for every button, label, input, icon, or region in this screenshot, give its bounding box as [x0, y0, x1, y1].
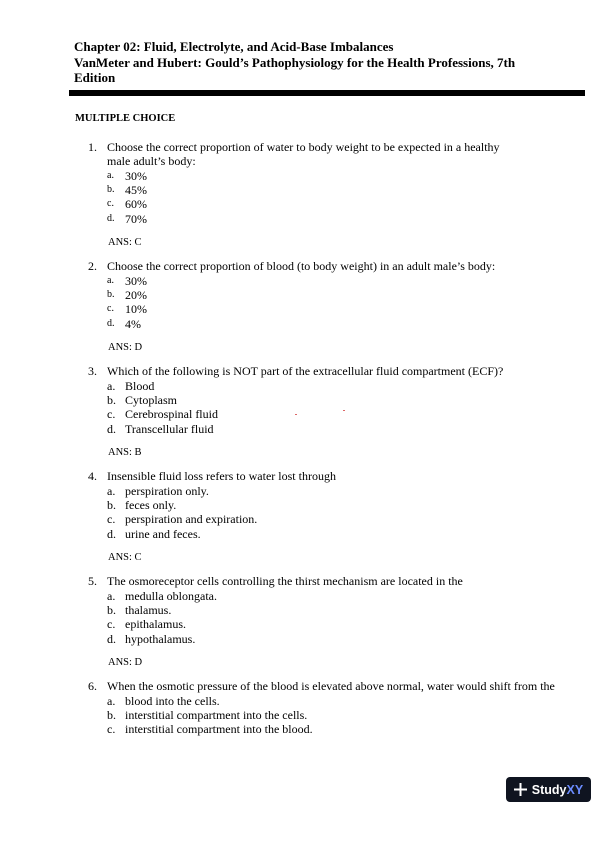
choice-a: a. blood into the cells.	[107, 694, 220, 708]
choice-list	[107, 169, 583, 226]
choice-list	[107, 484, 583, 541]
choice-b: b. 45%	[107, 183, 147, 198]
studyxy-logo[interactable]	[506, 777, 591, 802]
question-stem: The osmoreceptor cells controlling the thirst mechanism are located in the	[107, 574, 463, 588]
choice-b: b. thalamus.	[107, 603, 172, 618]
question-stem: Choose the correct proportion of blood (to body weight) in an adult male’s body:	[107, 259, 496, 273]
answer: ANS: B	[108, 446, 142, 458]
question-6	[88, 679, 583, 737]
choice-c: c. interstitial compartment into the blood.	[107, 722, 313, 737]
choice-d: d. urine and feces.	[107, 526, 201, 541]
stray-mark	[295, 414, 297, 415]
question-number: 5.	[88, 574, 97, 588]
choice-c: c. 10%	[107, 302, 147, 317]
question-stem: Which of the following is NOT part of the extracellular fluid compartment (ECF)?	[107, 364, 504, 378]
header-divider	[69, 90, 585, 96]
question-1	[88, 140, 583, 248]
choice-a: a. Blood	[107, 379, 155, 393]
question-number: 6.	[88, 679, 97, 693]
question-2	[88, 259, 583, 353]
book-title: VanMeter and Hubert: Gould’s Pathophysiology for the Health Professions, 7th	[74, 54, 516, 70]
section-heading: MULTIPLE CHOICE	[75, 113, 176, 124]
choice-a: a. perspiration only.	[107, 484, 209, 498]
choice-c: c. 60%	[107, 197, 147, 212]
question-stem: When the osmotic pressure of the blood is elevated above normal, water would shift from the	[107, 679, 555, 693]
choice-b: b. Cytoplasm	[107, 393, 178, 408]
question-4	[88, 469, 583, 563]
question-3	[88, 364, 583, 458]
choice-b: b. feces only.	[107, 498, 177, 513]
choice-list	[107, 694, 583, 737]
choice-d: d. 4%	[107, 316, 141, 331]
choice-b: b. 20%	[107, 288, 147, 303]
choice-c: c. perspiration and expiration.	[107, 512, 258, 527]
stray-mark	[343, 410, 345, 411]
answer: ANS: D	[108, 656, 143, 668]
answer: ANS: C	[108, 551, 142, 563]
plus-icon	[514, 783, 527, 796]
choice-list	[107, 589, 583, 646]
chapter-title: Chapter 02: Fluid, Electrolyte, and Acid-Base Imbalances	[74, 39, 394, 54]
choice-a: a. 30%	[107, 274, 147, 288]
document-header	[74, 39, 554, 86]
choice-list	[107, 379, 583, 436]
question-stem: Choose the correct proportion of water to body weight to be expected in a healthy male adult’s body:	[107, 140, 500, 168]
question-number: 1.	[88, 140, 97, 154]
brand-name: Study	[531, 782, 567, 797]
brand-accent: XY	[566, 782, 584, 797]
choice-a: a. medulla oblongata.	[107, 589, 217, 603]
book-edition: Edition	[74, 70, 116, 85]
answer: ANS: D	[108, 341, 143, 353]
choice-c: c. Cerebrospinal fluid	[107, 407, 218, 422]
question-number: 4.	[88, 469, 97, 483]
choice-list	[107, 274, 583, 331]
question-number: 3.	[88, 364, 97, 378]
choice-a: a. 30%	[107, 169, 147, 183]
choice-d: d. 70%	[107, 211, 147, 226]
choice-b: b. interstitial compartment into the cells.	[107, 708, 308, 723]
answer: ANS: C	[108, 236, 142, 248]
question-number: 2.	[88, 259, 97, 273]
question-stem: Insensible fluid loss refers to water lost through	[107, 469, 336, 483]
choice-d: d. Transcellular fluid	[107, 421, 214, 436]
question-5	[88, 574, 583, 668]
choice-d: d. hypothalamus.	[107, 631, 196, 646]
choice-c: c. epithalamus.	[107, 617, 186, 632]
